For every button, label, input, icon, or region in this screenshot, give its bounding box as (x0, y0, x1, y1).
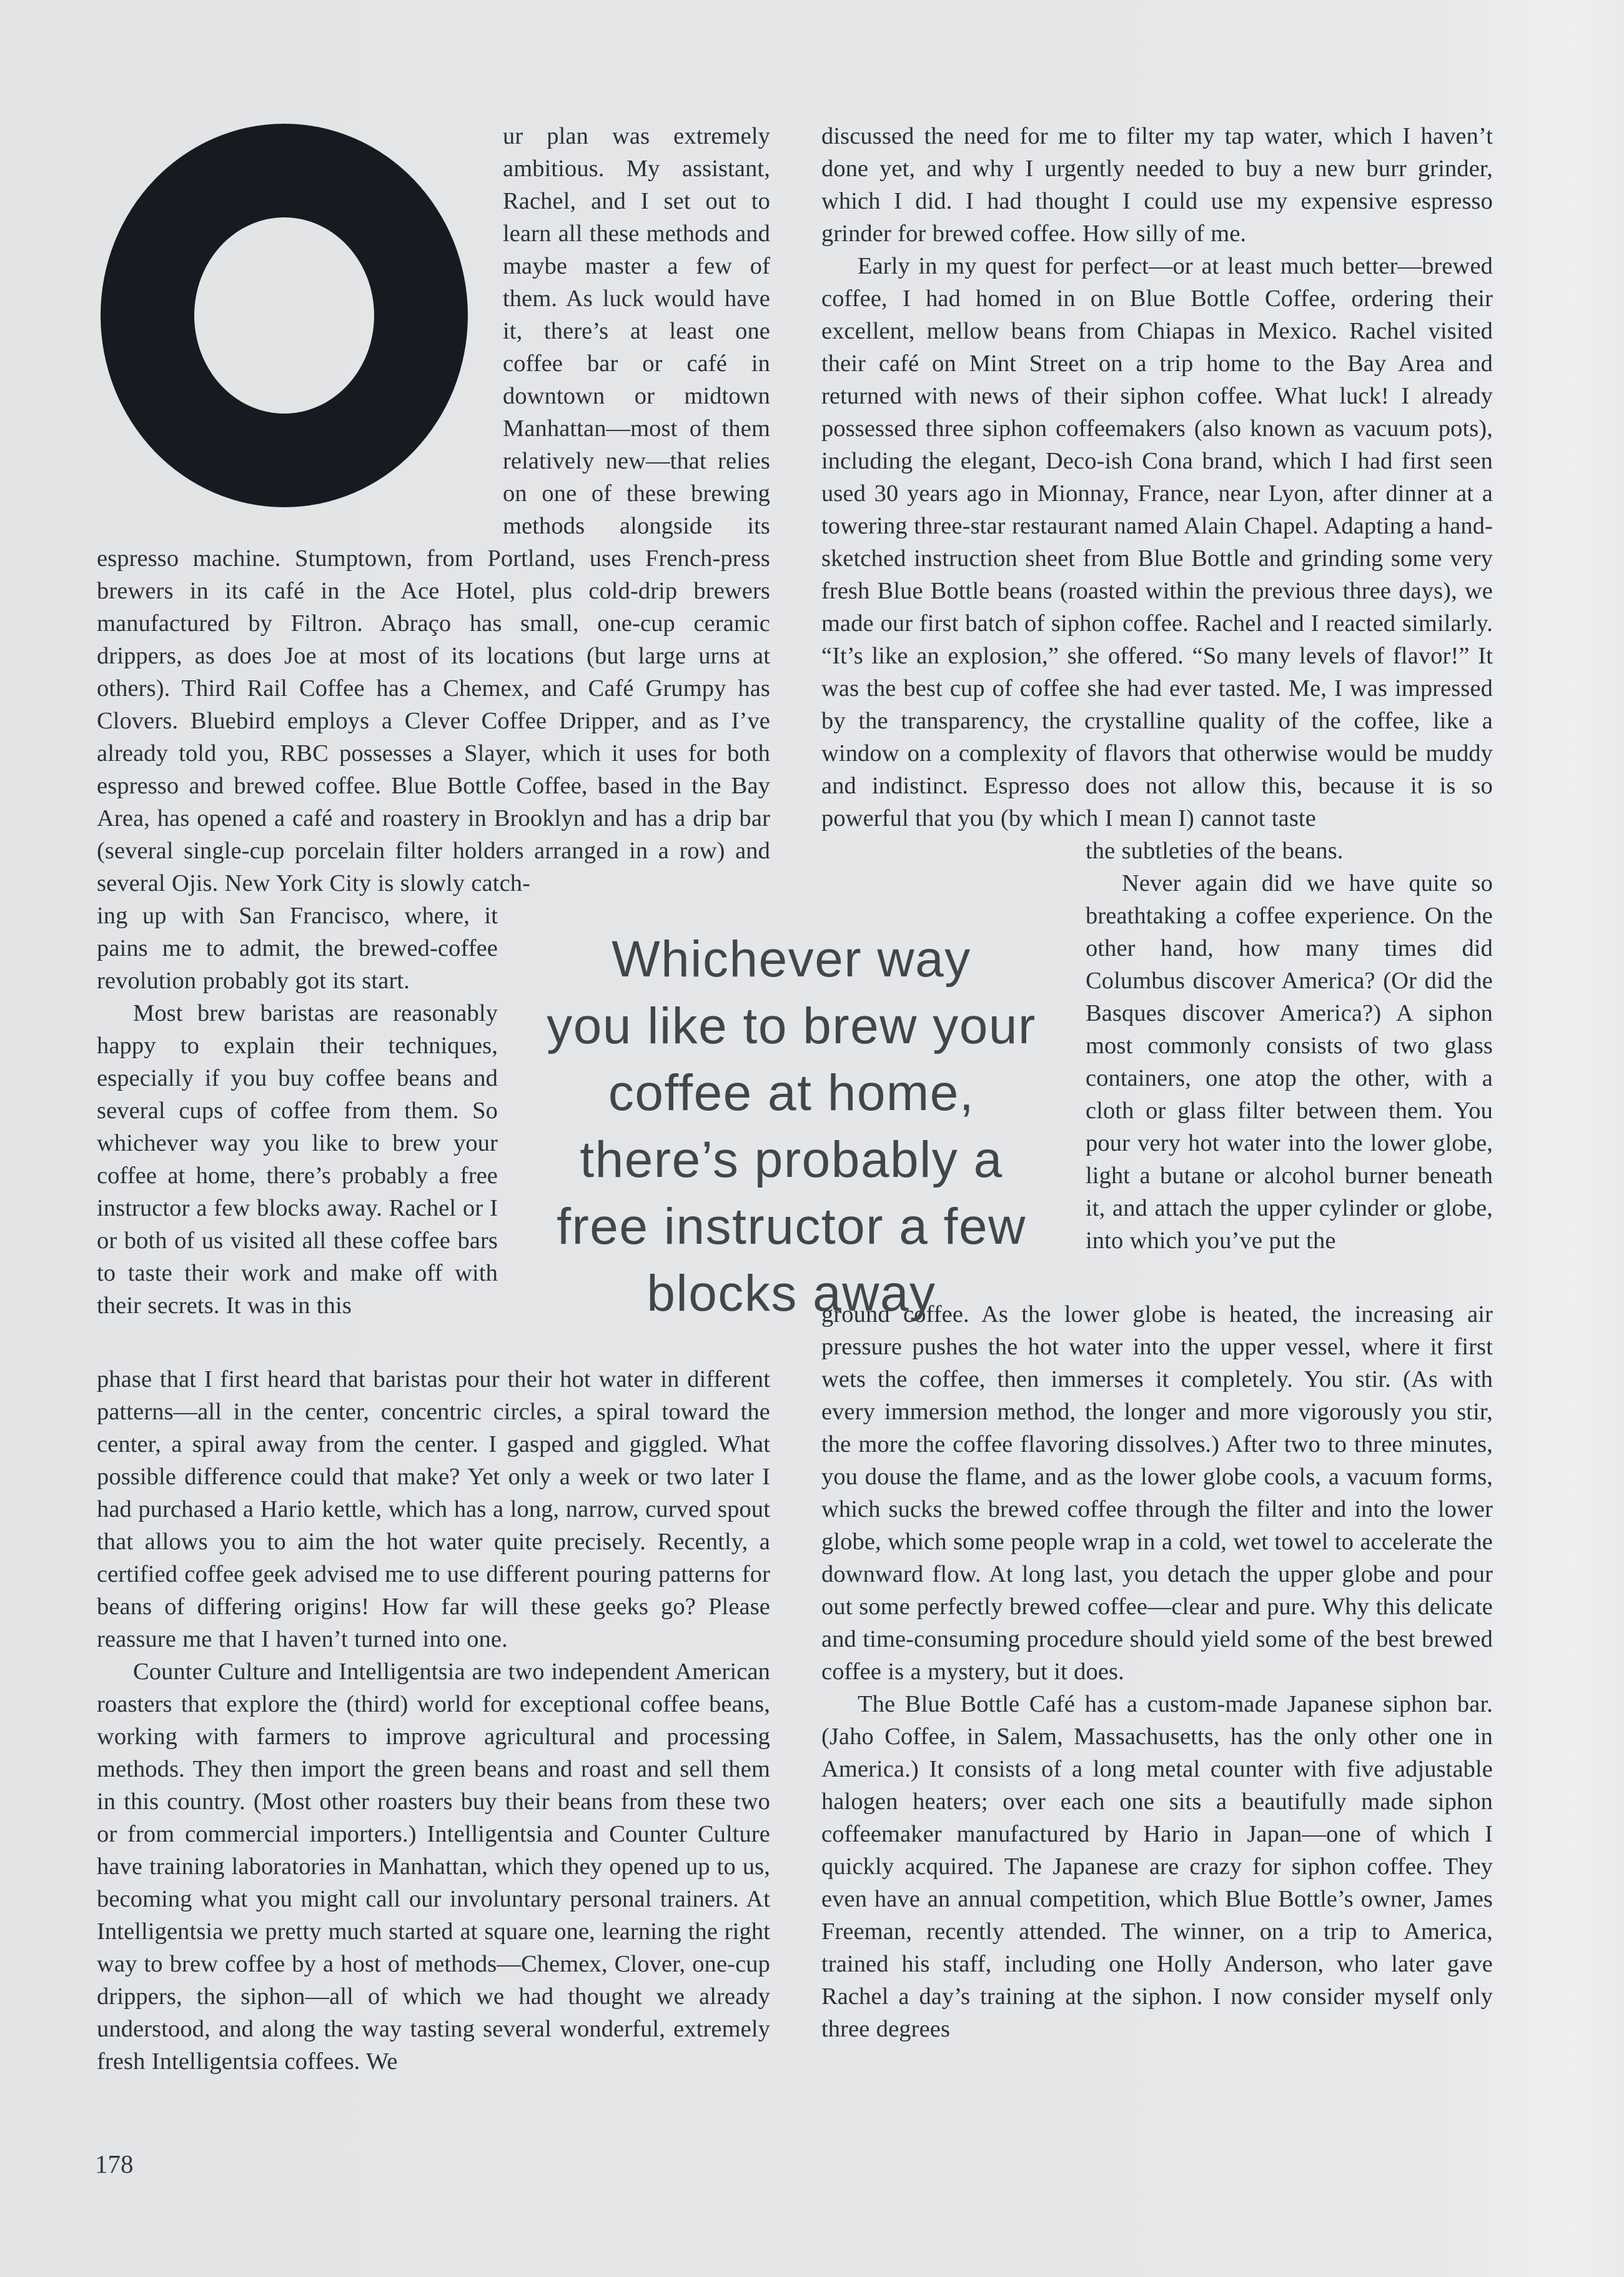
paragraph: ground coffee. As the lower globe is heated, the increasing air pressure pushes the hot water into the upper vessel, where it first wets the coffee, then immerses it completely. You stir. (As with every immersion method, the longer and more vigorously you stir, the more the coffee flavoring dissolves.) After two to three minutes, you douse the flame, and as the lower globe cools, a vacuum forms, which sucks the brewed coffee through the filter and into the lower globe, which some people wrap in a cold, wet towel to accelerate the downward flow. At long last, you detach the upper globe and pour out some perfectly brewed coffee—clear and pure. Why this delicate and time-consuming procedure should yield some of the best brewed coffee is a mystery, but it does. (821, 1301, 1493, 1685)
right-narrow-block (1086, 835, 1493, 1298)
pull-quote-line: blocks away (646, 1265, 936, 1322)
right-bottom-block (821, 1298, 1493, 2045)
pull-quote (482, 926, 1101, 1327)
pull-quote-line: you like to brew your (547, 998, 1036, 1054)
paragraph (97, 120, 770, 900)
pull-quote-line: there’s probably a (580, 1131, 1003, 1188)
page-number: 178 (95, 2150, 134, 2178)
paragraph: Counter Culture and Intelligentsia are two independent American roasters that explore the (third) world for exceptional coffee beans, working with farmers to improve agricultural and processing methods. They then import the green beans and roast and sell them in this country. (Most other roasters buy their beans from these two or from commercial importers.) Intelligentsia and Counter Culture have training laboratories in Manhattan, which they opened up to us, becoming what you might call our involuntary personal trainers. At Intelligentsia we pretty much started at square one, learning the right way to brew coffee by a host of methods—Chemex, Clover, one-cup drippers, the siphon—all of which we had thought we already understood, and along the way tasting several wonderful, extremely fresh Intelligentsia coffees. We (97, 1659, 770, 2075)
pull-quote-line: coffee at home, (608, 1064, 975, 1121)
right-top-block (821, 120, 1493, 835)
paragraph: ing up with San Francisco, where, it pains me to admit, the brewed-coffee revolution probably got its start. (97, 903, 498, 994)
left-bottom-block (97, 1363, 770, 2078)
left-narrow-block (97, 900, 498, 1363)
pull-quote-line: free instructor a few (557, 1198, 1026, 1255)
pull-quote-line: Whichever way (611, 931, 971, 988)
paragraph: The Blue Bottle Café has a custom-made Japanese siphon bar. (Jaho Coffee, in Salem, Massachusetts, has the only other one in America.) It consists of a long metal counter with five adjustable halogen heaters; over each one sits a beautifully made siphon coffeemaker manufactured by Hario in Japan—one of which I quickly acquired. The Japanese are crazy for siphon coffee. They even have an annual competition, which Blue Bottle’s owner, James Freeman, recently attended. The winner, on a trip to America, trained his staff, including one Holly Anderson, who later gave Rachel a day’s training at the siphon. I now consider myself only three degrees (821, 1691, 1493, 2042)
paragraph: Most brew baristas are reasonably happy to explain their techniques, especially if you buy coffee beans and several cups of coffee from them. So whichever way you like to brew your coffee at home, there’s probably a free instructor a few blocks away. Rachel or I or both of us visited all these coffee bars to taste their work and make off with their secrets. It was in this (97, 1000, 498, 1319)
paragraph: discussed the need for me to filter my tap water, which I haven’t done yet, and why I urgently needed to buy a new burr grinder, which I did. I had thought I could use my expensive espresso grinder for brewed coffee. How silly of me. (821, 123, 1493, 247)
paragraph: Early in my quest for perfect—or at least much better—brewed coffee, I had homed in on Blue Bottle Coffee, ordering their excellent, mellow beans from Chiapas in Mexico. Rachel visited their café on Mint Street on a trip home to the Bay Area and returned with news of their siphon coffee. What luck! I already possessed three siphon coffeemakers (also known as vacuum pots), including the elegant, Deco-ish Cona brand, which I had first seen used 30 years ago in Mionnay, France, near Lyon, after dinner at a towering three-star restaurant named Alain Chapel. Adapting a hand-sketched instruction sheet from Blue Bottle and grinding some very fresh Blue Bottle beans (roasted within the previous three days), we made our first batch of siphon coffee. Rachel and I reacted similarly. “It’s like an explosion,” she offered. “So many levels of flavor!” It was the best cup of coffee she had ever tasted. Me, I was impressed by the transparency, the crystalline quality of the coffee, like a window on a complexity of flavors that otherwise would be muddy and indistinct. Espresso does not allow this, because it is so powerful that you (by which I mean I) cannot taste (821, 253, 1493, 831)
drop-cap-o (101, 124, 468, 507)
paragraph: the subtleties of the beans. (1086, 838, 1344, 864)
paragraph: phase that I first heard that baristas pour their hot water in different patterns—all in the center, concentric circles, a spiral toward the center, a spiral away from the center. I gasped and giggled. What possible difference could that make? Yet only a week or two later I had purchased a Hario kettle, which has a long, narrow, curved spout that allows you to aim the hot water quite precisely. Recently, a certified coffee geek advised me to use different pouring patterns for beans of differing origins! How far will these geeks go? Please reassure me that I haven’t turned into one. (97, 1366, 770, 1652)
paragraph: Never again did we have quite so breathtaking a coffee experience. On the other hand, how many times did Columbus discover America? (Or did the Basques discover America?) A siphon most commonly consists of two glass containers, one atop the other, with a cloth or glass filter between them. You pour very hot water into the lower globe, light a butane or alcohol burner beneath it, and attach the upper cylinder or globe, into which you’ve put the (1086, 870, 1493, 1254)
left-top-block (97, 120, 770, 900)
paragraph-text: ur plan was extremely ambitious. My assistant, Rachel, and I set out to learn all these methods and maybe master a few of them. As luck would have it, there’s at least one coffee bar or café in downtown or midtown Manhattan—most of them relatively new—that relies on one of these brewing methods alongside its espresso machine. Stumptown, from Portland, uses French-press brewers in its café in the Ace Hotel, plus cold-drip brewers manufactured by Filtron. Abraço has small, one-cup ceramic drippers, as does Joe at most of its locations (but large urns at others). Third Rail Coffee has a Chemex, and Café Grumpy has Clovers. Bluebird employs a Clever Coffee Dripper, and as I’ve already told you, RBC possesses a Slayer, which it uses for both espresso and brewed coffee. Blue Bottle Coffee, based in the Bay Area, has opened a café and roastery in Brooklyn and has a drip bar (several single-cup porcelain filter holders arranged in a row) and several Ojis. New York City is slowly catch- (97, 123, 770, 896)
